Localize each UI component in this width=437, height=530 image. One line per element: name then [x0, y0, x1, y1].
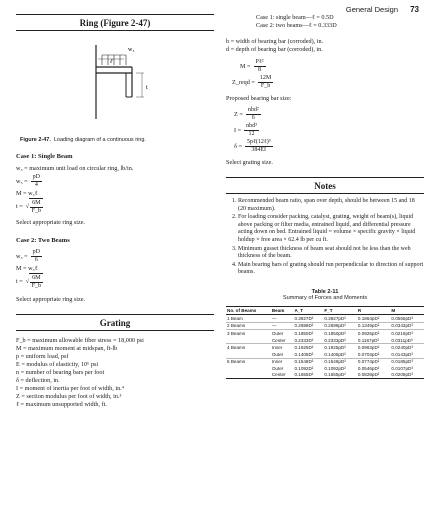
table-row [226, 344, 424, 351]
eq-i [234, 123, 424, 138]
table-row [226, 358, 424, 365]
eq-fraction [31, 249, 42, 264]
grating-def: I = moment of inertia per foot of width, in.⁴ [16, 385, 124, 392]
eq-lhs: t = [16, 278, 23, 285]
figure-label-l: ℓ [110, 59, 113, 65]
case2-eq-w3 [16, 249, 214, 264]
case-span-line: Case 2: two beams—ℓ = 0.333D [256, 22, 337, 29]
eq-z [234, 107, 424, 122]
table-cell-at: 0.1655D² [293, 372, 323, 379]
note-item: 1. Recommended beam ratio, span over depth, should be between 15 and 18 (20 maximum). [238, 198, 424, 213]
eq-denominator: 12 [248, 131, 255, 137]
eq-lhs: t = [16, 203, 23, 210]
eq-numerator: 6M [32, 275, 41, 281]
grating-def: Z = section modulus per foot of width, in.³ [16, 393, 122, 400]
table-row [226, 322, 424, 330]
case-span-line: Case 1: single beam—ℓ = 0.5D [256, 14, 334, 21]
eq-numerator: 5pℓ(12ℓ)³ [246, 139, 271, 145]
case1-w3-definition: w₃ = maximum unit load on circular ring, lb/in. [16, 165, 134, 172]
eq-lhs: w₃ = [16, 178, 28, 185]
select-grating-text: Select grating size. [226, 159, 273, 166]
eq-denominator: F_b [260, 83, 271, 89]
grating-section-title: Grating [16, 314, 214, 331]
eq-moment [240, 59, 424, 74]
eq-fraction [244, 123, 259, 138]
table-cell-r: 0.0546pD² [357, 365, 380, 371]
eq-denominator: 4 [34, 182, 38, 188]
table-cell-ft: 0.1655pD² [323, 372, 357, 379]
eq-denominator: 6 [34, 257, 38, 263]
eq-numerator: pD [32, 249, 41, 255]
case1-eq-t [16, 198, 214, 215]
table-cell-ft: 0.2698pD² [323, 322, 357, 330]
grating-def: n = number of bearing bars per foot [16, 369, 105, 376]
figure-label-t: t [146, 85, 148, 91]
table-cell-beam: Inner [271, 344, 294, 351]
ring-loading-diagram [86, 37, 166, 119]
eq-denominator: 384EI [251, 147, 267, 153]
table-cell-r: 0.0963pD² [357, 344, 391, 351]
table-cell-beams [226, 337, 271, 344]
eq-denominator: 6 [251, 115, 255, 121]
table-cell-beams [226, 372, 271, 379]
table-cell-at: 0.1405D² [294, 351, 314, 357]
grating-def: E = modulus of elasticity, 10⁶ psi [16, 361, 99, 368]
case2-heading: Case 2: Two Beams [16, 237, 70, 244]
case2-select-text: Select appropriate ring size. [16, 296, 86, 303]
notes-list [226, 198, 424, 277]
grating-def: M = maximum moment at midspan, ft-lb [16, 345, 118, 352]
eq-lhs: Z = [234, 111, 243, 118]
case1-eq-w3 [16, 174, 214, 189]
table-cell-beams [226, 365, 271, 372]
ring-figure [16, 31, 214, 135]
table-cell-ft: 0.3927pD² [323, 314, 357, 322]
figure-caption-number: Figure 2-47. [20, 137, 51, 143]
eq-lhs: Z_reqd = [232, 79, 255, 86]
table-cell-at: 0.2333D² [294, 337, 314, 343]
table-cell-m: 0.0143pD³ [391, 351, 413, 357]
note-item: 2. For loading consider packing, catalyst, grating, weight of beam(s), liquid above packing or filter media, entrained liquid, and differential pressure acting down on bed. Entrained liquid = volume × specific gravity × liquid holdup × free area × 62.4 lb per cu ft. [238, 214, 424, 244]
note-item: 4. Main bearing bars of grating should run perpendicular to direction of support beams. [238, 262, 424, 277]
table-cell-ft: 0.1925pD² [323, 344, 357, 351]
sqrt-symbol: √ $\frac{6M}{F\_b}$ [25, 200, 42, 214]
table-row [226, 314, 424, 322]
table-caption [226, 289, 424, 301]
col-header-ft: F_T [323, 306, 357, 314]
col-header-beams: No. of Beams [226, 306, 271, 314]
eq-deflection [234, 139, 424, 154]
eq-numerator: 12M [259, 75, 272, 81]
table-row [226, 372, 424, 379]
forces-moments-table [226, 306, 424, 379]
table-row [226, 351, 424, 358]
eq-numerator: pD [32, 174, 41, 180]
table-cell-r: 0.1349pD² [357, 322, 391, 330]
table-cell-ft: 0.1092pD² [324, 365, 346, 371]
note-item: 3. Minimum gusset thickness of beam seat should not be less than the web thickness of the beam. [238, 246, 424, 261]
eq-fraction [246, 107, 261, 122]
running-header [346, 5, 419, 14]
col-header-m: M [390, 306, 424, 314]
notes-section-title: Notes [226, 177, 424, 194]
table-cell-at: 0.1850D² [293, 330, 323, 337]
eq-fraction [254, 59, 266, 74]
table-cell-beam: Inner [271, 358, 294, 365]
table-cell-r: 0.0828pD² [357, 372, 391, 379]
table-cell-m: 0.0185pD³ [390, 358, 424, 365]
figure-caption-text: Loading diagram of a continuous ring. [53, 137, 146, 143]
table-cell-beams: 1 Beam [226, 314, 271, 322]
figure-label-w3: w₃ [128, 47, 135, 53]
table-row [226, 365, 424, 372]
table-cell-beam: — [271, 322, 294, 330]
table-cell-r: 0.1167pD² [357, 337, 379, 343]
table-cell-at: 0.1925D² [293, 344, 323, 351]
table-cell-ft: 0.1405pD² [324, 351, 346, 357]
col-header-r: R [357, 306, 391, 314]
table-body [226, 314, 424, 378]
eq-numerator: Pℓ² [255, 59, 264, 65]
page-number: 73 [410, 5, 419, 14]
right-column [226, 14, 424, 379]
table-cell-r: 0.0925pD² [357, 330, 391, 337]
table-cell-beam: Outer [271, 330, 294, 337]
eq-lhs: w₃ = [16, 253, 28, 260]
table-cell-beam: Center [271, 337, 286, 343]
eq-denominator: 8 [258, 67, 262, 73]
eq-z-required [232, 75, 424, 90]
table-cell-beams: 2 Beams [226, 322, 271, 330]
table-cell-at: 0.3927D² [293, 314, 323, 322]
table-cell-beams [226, 351, 271, 358]
table-row [226, 330, 424, 337]
table-cell-at: 0.2698D² [293, 322, 323, 330]
eq-fraction [245, 139, 273, 154]
table-cell-at: 0.1092D² [294, 365, 314, 371]
left-column [16, 14, 214, 409]
table-cell-beam: Outer [271, 351, 284, 357]
table-cell-beam: Center [271, 372, 294, 379]
header-section: General Design [345, 5, 398, 14]
table-cell-beams: 3 Beams [226, 330, 271, 337]
case2-eq-t [16, 273, 214, 290]
eq-text: M = w₃ℓ [16, 190, 38, 197]
eq-fraction [258, 75, 273, 90]
case2-eq-m [16, 265, 214, 272]
col-header-at: A_T [293, 306, 323, 314]
eq-lhs: I = [234, 127, 242, 134]
case1-heading: Case 1: Single Beam [16, 153, 73, 160]
table-cell-m: 0.0311pD³ [391, 337, 413, 343]
table-row [226, 337, 424, 344]
eq-fraction [30, 200, 42, 215]
table-header-row [226, 306, 424, 314]
table-title: Summary of Forces and Moments [282, 294, 368, 301]
table-cell-m: 0.0565pD³ [390, 314, 424, 322]
table-cell-ft: 0.1850pD² [323, 330, 357, 337]
grating-def: ℓ = maximum unsupported width, ft. [16, 401, 107, 408]
eq-fraction [30, 275, 42, 290]
grating-def: δ = deflection, in. [16, 377, 60, 384]
eq-denominator: F_b [31, 283, 42, 289]
eq-text: M = w₃ℓ [16, 265, 38, 272]
case1-eq-m [16, 190, 214, 197]
table-cell-m: 0.0240pD³ [390, 344, 424, 351]
table-cell-beam: — [271, 314, 294, 322]
figure-caption [20, 137, 214, 143]
table-cell-beam: Outer [271, 365, 284, 371]
table-cell-ft: 0.1548pD² [323, 358, 357, 365]
table-cell-at: 0.1548D² [293, 358, 323, 365]
ring-section-title: Ring (Figure 2-47) [16, 14, 214, 31]
eq-lhs: M = [240, 63, 251, 70]
bearing-bar-def: d = depth of bearing bar (corroded), in. [226, 46, 323, 53]
table-cell-r: 0.0703pD² [357, 351, 380, 357]
table-cell-m: 0.0208pD³ [390, 372, 424, 379]
table-cell-r: 0.1864pD² [357, 314, 391, 322]
eq-fraction [31, 174, 42, 189]
table-cell-m: 0.0219pD³ [390, 330, 424, 337]
case1-select-text: Select appropriate ring size. [16, 219, 86, 226]
table-cell-m: 0.0343pD³ [390, 322, 424, 330]
col-header-beam: Beam [271, 306, 294, 314]
table-cell-r: 0.0774pD² [357, 358, 391, 365]
eq-numerator: nbd³ [246, 123, 257, 129]
table-cell-ft: 0.2333pD² [324, 337, 346, 343]
eq-numerator: 6M [32, 200, 41, 206]
eq-denominator: F_b [31, 208, 42, 214]
table-cell-m: 0.0107pD³ [391, 365, 413, 371]
grating-def: F_b = maximum allowable fiber stress = 18,000 psi [16, 337, 144, 344]
eq-numerator: nbd² [247, 107, 259, 113]
table-cell-beams: 5 Beams [226, 358, 271, 365]
table-number: Table 2-11 [311, 288, 339, 295]
grating-def: p = uniform load, psf [16, 353, 69, 360]
sqrt-symbol: √ $\frac{6M}{F\_b}$ [25, 275, 42, 289]
eq-lhs: δ = [234, 143, 242, 150]
proposed-label: Proposed bearing bar size: [226, 95, 292, 102]
bearing-bar-def: b = width of bearing bar (corroded), in. [226, 38, 324, 45]
table-cell-beams: 4 Beams [226, 344, 271, 351]
